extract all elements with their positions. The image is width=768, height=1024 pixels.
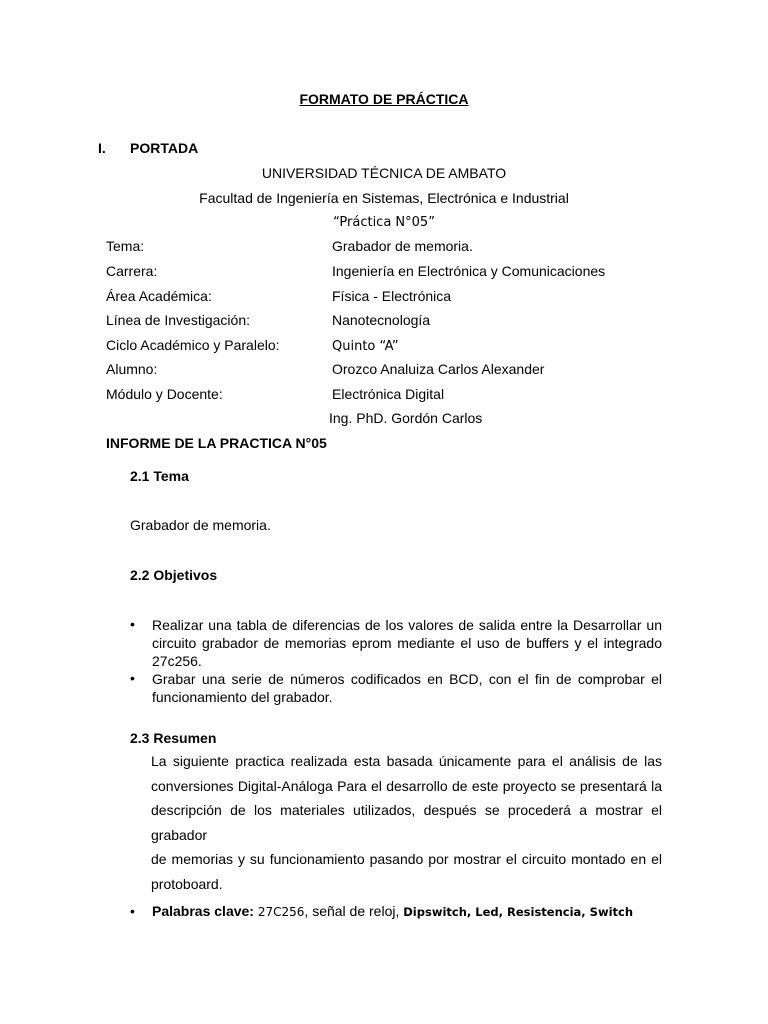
informe-title: INFORME DE LA PRACTICA N°05: [106, 435, 327, 451]
keyword-senal: , señal de reloj,: [304, 903, 404, 919]
faculty-name: Facultad de Ingeniería en Sistemas, Electrónica e Industrial: [199, 190, 569, 206]
document-title: FORMATO DE PRÁCTICA: [299, 91, 469, 107]
info-value: Física - Electrónica: [332, 288, 452, 304]
university-name: UNIVERSIDAD TÉCNICA DE AMBATO: [261, 165, 507, 181]
objetivo-item-2: Grabar una serie de números codificados en BCD, con el fin de comprobar el funcionamiento del grabador.: [152, 671, 662, 705]
keywords-line: [152, 903, 633, 919]
bullet-dot-icon: •: [130, 903, 135, 919]
resumen-line: descripción de los materiales utilizados, después se procederá a mostrar el grabador: [151, 802, 662, 843]
docente-name: Ing. PhD. Gordón Carlos: [329, 410, 483, 426]
info-row-area: [106, 288, 726, 308]
objetivos-heading: 2.2 Objetivos: [130, 567, 218, 583]
resumen-heading: 2.3 Resumen: [130, 730, 217, 746]
info-label: Tema:: [106, 238, 145, 254]
info-label: Línea de Investigación:: [106, 312, 250, 328]
info-value: Orozco Analuiza Carlos Alexander: [332, 361, 545, 377]
keywords-label: Palabras clave:: [152, 903, 254, 919]
objetivo-item-1: Realizar una tabla de diferencias de los valores de salida entre la Desarrollar un circuito grabador de memorias eprom mediante el uso de buffers y el integrado 27c256.: [152, 617, 662, 669]
info-label: Área Académica:: [106, 288, 212, 304]
info-label: Ciclo Académico y Paralelo:: [106, 337, 280, 353]
info-value: Nanotecnología: [332, 312, 431, 328]
tema-text: Grabador de memoria.: [130, 517, 271, 533]
bullet-dot-icon: •: [130, 670, 135, 686]
resumen-line: La siguiente practica realizada esta basada únicamente para el análisis de las: [151, 753, 662, 769]
resumen-line: de memorias y su funcionamiento pasando por mostrar el circuito montado en el: [151, 851, 662, 867]
info-row-linea: [106, 312, 726, 332]
info-label: Carrera:: [106, 263, 158, 279]
info-value: Grabador de memoria.: [332, 238, 473, 254]
info-label: Alumno:: [106, 361, 158, 377]
resumen-paragraph: [151, 749, 662, 896]
tema-heading: 2.1 Tema: [130, 468, 189, 484]
practice-number: “Práctica N°05”: [333, 215, 435, 230]
keyword-27c256: 27C256: [257, 905, 305, 919]
bullet-dot-icon: •: [130, 616, 135, 632]
info-row-carrera: [106, 263, 726, 283]
portada-heading: PORTADA: [130, 140, 199, 156]
info-row-modulo: [106, 386, 726, 406]
resumen-line: protoboard.: [151, 875, 223, 892]
resumen-line: conversiones Digital-Análoga Para el desarrollo de este proyecto se presentará la: [151, 777, 662, 794]
info-row-tema: [106, 238, 726, 258]
info-row-alumno: [106, 361, 726, 381]
portada-numeral: I.: [98, 140, 106, 156]
keyword-list: Dipswitch, Led, Resistencia, Switch: [403, 905, 634, 919]
info-value: Quinto “A”: [332, 339, 399, 354]
info-label: Módulo y Docente:: [106, 386, 223, 402]
info-row-ciclo: [106, 337, 726, 357]
info-value: Ingeniería en Electrónica y Comunicaciones: [332, 263, 606, 279]
info-value: Electrónica Digital: [332, 386, 445, 402]
